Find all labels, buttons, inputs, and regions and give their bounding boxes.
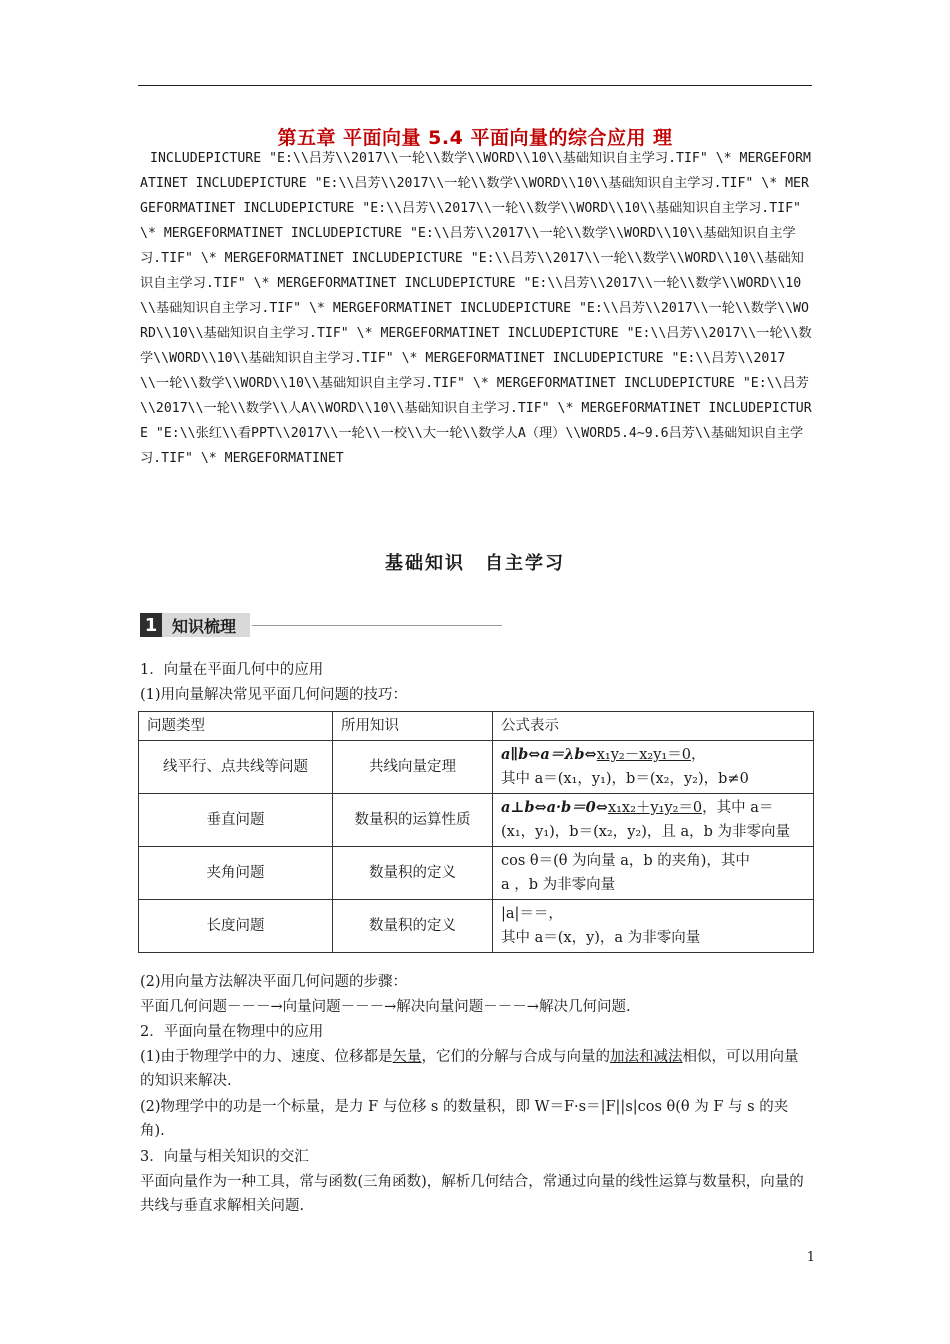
section-heading: 基础知识 自主学习 bbox=[385, 553, 565, 574]
formula-text: (x₁，y₁)，b＝(x₂，y₂)，且 a，b 为非零向量 bbox=[501, 824, 791, 840]
sub-heading bbox=[140, 612, 502, 638]
formula-cell bbox=[493, 794, 814, 847]
item2-sub1-text: ，它们的分解与合成与向量的 bbox=[421, 1049, 611, 1065]
page-number: 1 bbox=[806, 1250, 815, 1265]
table-row bbox=[139, 794, 814, 847]
table-row bbox=[139, 900, 814, 953]
problem-type-cell: 长度问题 bbox=[139, 900, 333, 953]
item2-title: 2．平面向量在物理中的应用 bbox=[140, 1024, 324, 1040]
item1-sub2: (2)用向量方法解决平面几何问题的步骤： bbox=[140, 974, 408, 990]
item2-sub1-text: 相似，可以用向量的知识来解决. bbox=[140, 1049, 799, 1089]
knowledge-cell: 数量积的定义 bbox=[333, 847, 493, 900]
table-row bbox=[139, 741, 814, 794]
formula-cell bbox=[493, 847, 814, 900]
problem-type-cell: 线平行、点共线等问题 bbox=[139, 741, 333, 794]
sub-heading-rule bbox=[252, 625, 502, 626]
item2-sub1 bbox=[140, 1045, 812, 1093]
formula-text: a∥b⇔a＝λb⇔ bbox=[501, 746, 597, 763]
field-code-text: INCLUDEPICTURE "E:\\吕芳\\2017\\一轮\\数学\\WORD\\10\\基础知识自主学习.TIF" \* MERGEFORMATINET INCLUDEPICTURE "E:\\吕芳\\2017\\一轮\\数学\\WORD\\10\\基础知识自主学习.TIF" \* MERGEFORMATINET INCLUDEPICTURE "E:\\吕芳\\2017\\一轮\\数学\\WORD\\10\\基础知识自主学习.TIF" \* MERGEFORMATINET INCLUDEPICTURE "E:\\吕芳\\2017\\一轮\\数学\\WORD\\10\\基础知识自主学习.TIF" \* MERGEFORMATINET INCLUDEPICTURE "E:\\吕芳\\2017\\一轮\\数学\\WORD\\10\\基础知识自主学习.TIF" \* MERGEFORMATINET INCLUDEPICTURE "E:\\吕芳\\2017\\一轮\\数学\\WORD\\10\\基础知识自主学习.TIF" \* MERGEFORMATINET INCLUDEPICTURE "E:\\吕芳\\2017\\一轮\\数学\\WORD\\10\\基础知识自主学习.TIF" \* MERGEFORMATINET INCLUDEPICTURE "E:\\吕芳\\2017\\一轮\\数学\\WORD\\10\\基础知识自主学习.TIF" \* MERGEFORMATINET INCLUDEPICTURE "E:\\吕芳\\2017\\一轮\\数学\\WORD\\10\\基础知识自主学习.TIF" \* MERGEFORMATINET INCLUDEPICTURE "E:\\吕芳\\2017\\一轮\\数学\\人A\\WORD\\10\\基础知识自主学习.TIF" \* MERGEFORMATINET INCLUDEPICTURE "E:\\张红\\看PPT\\2017\\一轮\\一校\\大一轮\\数学人A（理）\\WORD5.4~9.6吕芳\\基础知识自主学习.TIF" \* MERGEFORMATINET bbox=[140, 151, 812, 466]
knowledge-cell: 共线向量定理 bbox=[333, 741, 493, 794]
item3-body: 平面向量作为一种工具，常与函数(三角函数)，解析几何结合，常通过向量的线性运算与数量积，向量的共线与垂直求解相关问题. bbox=[140, 1174, 804, 1214]
item3-title: 3．向量与相关知识的交汇 bbox=[140, 1149, 309, 1165]
formula-underlined: x₁y₂－x₂y₁＝0 bbox=[596, 747, 691, 763]
formula-text: a⊥b⇔a·b＝0⇔ bbox=[501, 799, 608, 816]
knowledge-table bbox=[138, 711, 814, 953]
formula-text: ， bbox=[690, 747, 706, 763]
item1-sub1: (1)用向量解决常见平面几何问题的技巧： bbox=[140, 687, 408, 703]
problem-type-cell: 夹角问题 bbox=[139, 847, 333, 900]
formula-underlined: x₁x₂＋y₁y₂＝0 bbox=[607, 800, 703, 816]
header-rule bbox=[138, 85, 812, 86]
table-header-row bbox=[139, 712, 814, 741]
formula-text: 其中 a＝(x₁，y₁)，b＝(x₂，y₂)，b≠0 bbox=[501, 771, 749, 787]
formula-text: ，其中 a＝ bbox=[702, 800, 774, 816]
knowledge-cell: 数量积的定义 bbox=[333, 900, 493, 953]
formula-text: a ，b 为非零向量 bbox=[501, 877, 616, 893]
problem-type-cell: 垂直问题 bbox=[139, 794, 333, 847]
formula-text: 其中 a＝(x，y)，a 为非零向量 bbox=[501, 930, 701, 946]
table-header-cell: 所用知识 bbox=[333, 712, 493, 741]
formula-text: |a|＝＝， bbox=[501, 906, 563, 922]
item2-sub1-text: (1)由于物理学中的力、速度、位移都是 bbox=[140, 1049, 393, 1065]
formula-cell bbox=[493, 900, 814, 953]
table-header-cell: 问题类型 bbox=[139, 712, 333, 741]
item2-sub2: (2)物理学中的功是一个标量，是力 F 与位移 s 的数量积，即 W＝F·s＝|F||s|cos θ(θ 为 F 与 s 的夹角). bbox=[140, 1099, 789, 1139]
formula-text: cos θ＝(θ 为向量 a，b 的夹角)，其中 bbox=[501, 853, 750, 869]
item1-steps: 平面几何问题－－－→向量问题－－－→解决向量问题－－－→解决几何问题. bbox=[140, 999, 631, 1015]
table-header-cell: 公式表示 bbox=[493, 712, 814, 741]
chapter-title: 第五章 平面向量 5.4 平面向量的综合应用 理 bbox=[277, 127, 673, 149]
knowledge-cell: 数量积的运算性质 bbox=[333, 794, 493, 847]
sub-heading-label: 知识梳理 bbox=[162, 613, 250, 637]
item2-sub1-underlined: 矢量 bbox=[392, 1049, 422, 1065]
item2-sub1-underlined: 加法和减法 bbox=[610, 1049, 683, 1065]
formula-cell bbox=[493, 741, 814, 794]
item1-title: 1．向量在平面几何中的应用 bbox=[140, 662, 324, 678]
table-row bbox=[139, 847, 814, 900]
sub-heading-number: 1 bbox=[140, 613, 162, 637]
